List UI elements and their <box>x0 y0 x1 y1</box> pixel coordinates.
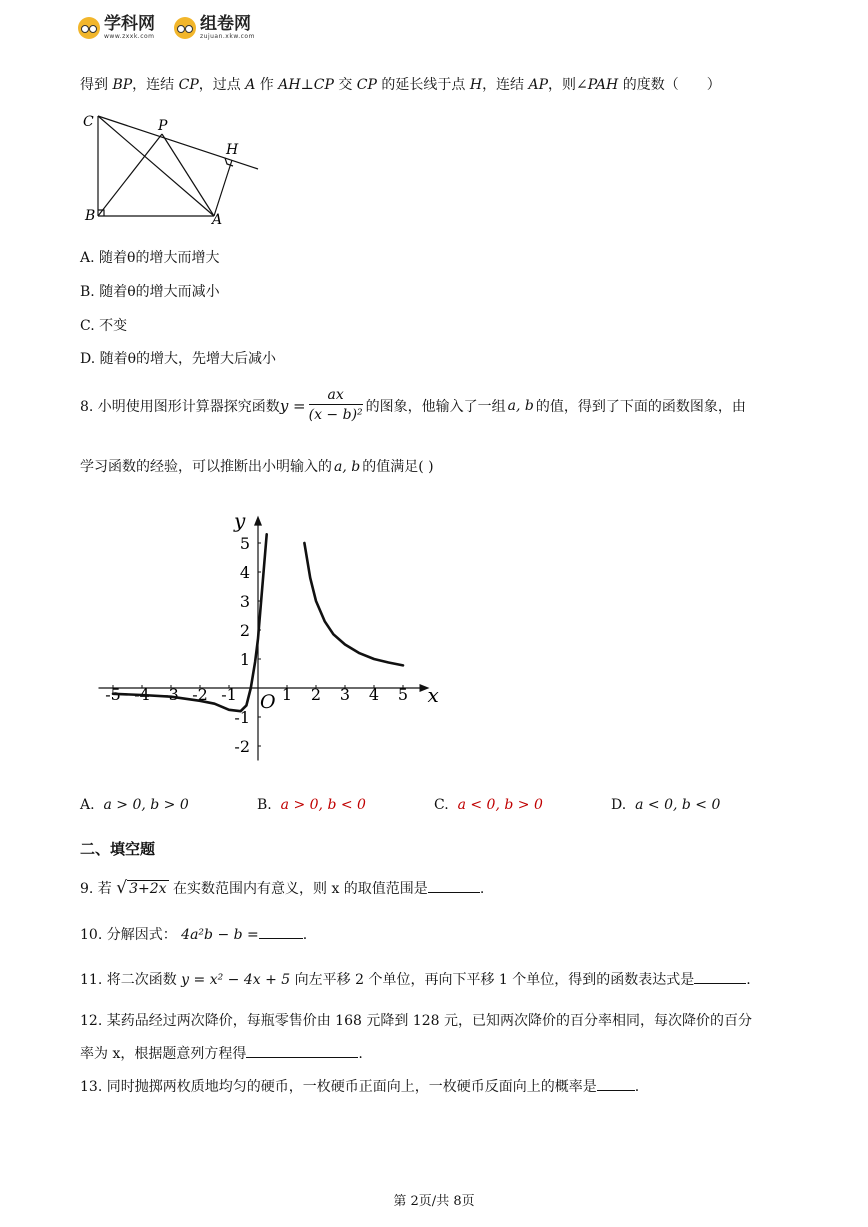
q7-geometry-figure <box>76 106 276 231</box>
q8-option-b: B. a > 0, b < 0 <box>257 797 366 813</box>
origin-label: O <box>260 691 276 713</box>
q10: 10. 分解因式： 4a²b − b = . <box>80 927 308 943</box>
y-axis-label: y <box>234 508 246 533</box>
y-tick-label: 2 <box>239 621 250 640</box>
y-tick-label: 3 <box>239 592 250 611</box>
q7-option-a: A. 随着θ的增大而增大 <box>80 250 220 266</box>
y-tick-label: 1 <box>239 650 250 669</box>
q8-option-d: D. a < 0, b < 0 <box>611 797 721 813</box>
q8-fraction: $\frac{ax}{\text{(x − b)²}}$ <box>308 387 363 423</box>
y-tick-label: -2 <box>234 737 250 756</box>
x-tick-label: 4 <box>368 685 380 704</box>
q10-blank <box>259 926 303 939</box>
q12-line1: 12. 某药品经过两次降价，每瓶零售价由 168 元降到 128 元，已知两次降价的百分率相同，每次降价的百分 <box>80 1013 752 1029</box>
logo-mascot-icon <box>78 17 100 39</box>
x-tick-label: -3 <box>163 685 179 704</box>
label-A: A <box>212 212 223 228</box>
x-tick-label: 2 <box>310 685 322 704</box>
zujuan-logo: 组卷网 zujuan.xkw.com <box>174 16 255 40</box>
q12-blank <box>246 1045 358 1058</box>
x-tick-label: 1 <box>281 685 293 704</box>
x-tick-label: -1 <box>221 685 237 704</box>
label-C: C <box>83 114 94 130</box>
q8-stem: 8. 小明使用图形计算器探究函数 y = $\frac{ax}{\text{(x − b)²}}$ 的图象，他输入了一组 a, b 的值，得到了下面的函数图象，由 <box>80 387 746 423</box>
x-axis-label: x <box>427 683 439 707</box>
y-tick-label: 5 <box>239 534 250 553</box>
q7-option-d: D. 随着θ的增大，先增大后减小 <box>80 351 277 367</box>
logo-mascot-icon <box>174 17 196 39</box>
q8-function-graph <box>90 508 439 775</box>
section-title: 二、填空题 <box>80 840 156 858</box>
x-tick-label: 3 <box>339 685 351 704</box>
y-axis-arrow <box>254 516 262 526</box>
x-tick-label: -2 <box>192 685 208 704</box>
q9: 9. 若 √ 3+2x 在实数范围内有意义，则 x 的取值范围是 . <box>80 878 485 898</box>
q13-blank <box>597 1078 635 1091</box>
q8-option-c: C. a < 0, b > 0 <box>434 797 543 813</box>
label-B: B <box>85 208 96 224</box>
y-tick-label: -1 <box>234 708 250 727</box>
q8-stem-line2: 学习函数的经验，可以推断出小明输入的 a, b 的值满足( ) <box>80 459 434 475</box>
q7-option-c: C. 不变 <box>80 318 128 334</box>
label-P: P <box>158 118 168 134</box>
q9-blank <box>428 880 480 893</box>
q8-option-a: A. a > 0, b > 0 <box>80 797 189 813</box>
q7-option-b: B. 随着θ的增大而减小 <box>80 284 220 300</box>
y-tick-label: 4 <box>239 563 250 582</box>
label-H: H <box>226 142 239 158</box>
series-line-2 <box>304 543 403 665</box>
zxxk-logo: 学科网 www.zxxk.com <box>78 16 155 40</box>
x-tick-label: -5 <box>105 685 121 704</box>
q11: 11. 将二次函数 y = x² − 4x + 5 向左平移 2 个单位，再向下平移 1 个单位，得到的函数表达式是 . <box>80 972 751 988</box>
q12-line2: 率为 x，根据题意列方程得 . <box>80 1046 363 1062</box>
q11-blank <box>694 971 746 984</box>
q7-stem: 得到 BP，连结 CP，过点 A 作 AH⊥CP 交 CP 的延长线于点 H，连结 AP，则∠PAH 的度数（ ） <box>80 77 721 93</box>
x-tick-label: 5 <box>397 685 409 704</box>
x-tick-label: -4 <box>134 685 150 704</box>
q13: 13. 同时抛掷两枚质地均匀的硬币，一枚硬币正面向上，一枚硬币反面向上的概率是 . <box>80 1079 640 1095</box>
page-number: 第 2页/共 8页 <box>393 1194 475 1209</box>
